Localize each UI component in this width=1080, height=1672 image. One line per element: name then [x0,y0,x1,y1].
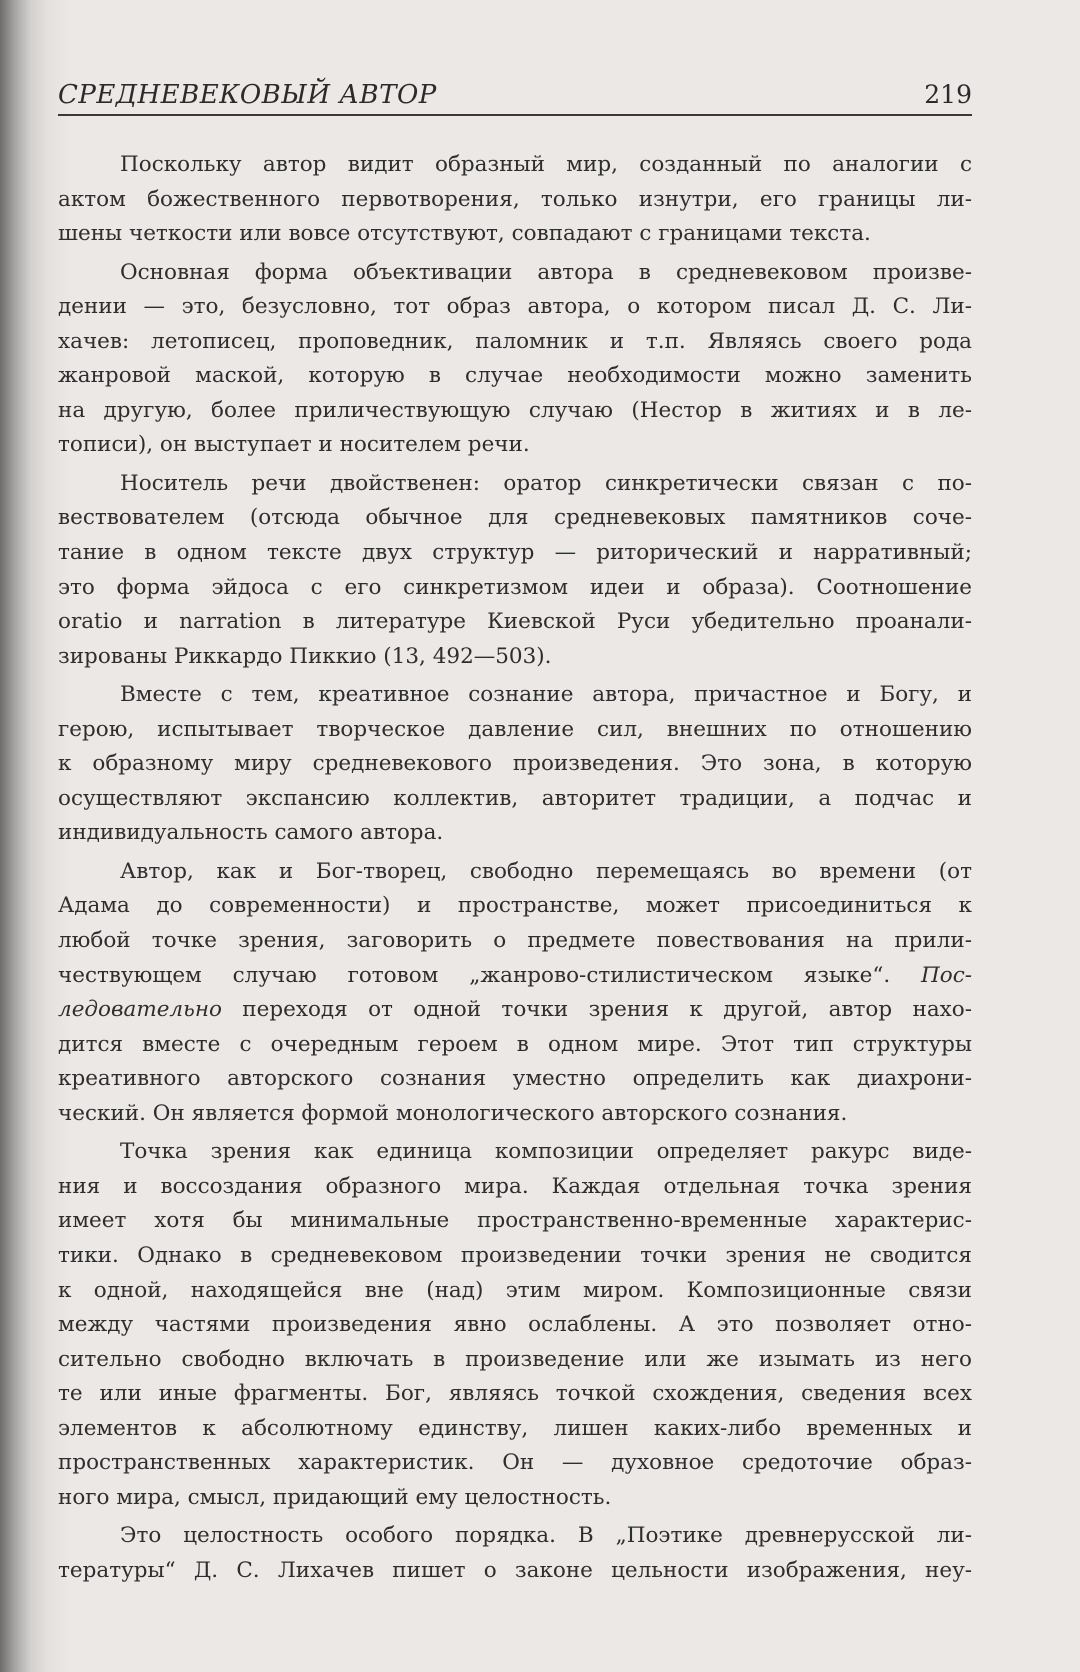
text-line: шены четкости или вовсе отсутствуют, совпадают с границами текста. [58,221,871,247]
text-line: Это целостность особого порядка. В „Поэтике древнерусской ли- [120,1523,972,1549]
text-line: зированы Риккардо Пиккио (13, 492—503). [58,643,552,669]
text-line: Вместе с тем, креативное сознание автора, причастное и Богу, и [120,682,972,708]
text-line: дится вместе с очередным героем в одном мире. Этот тип структуры [58,1031,972,1057]
text-line: чествующем случаю готовом „жанрово-стилистическом языке“. Пос- [58,962,972,988]
text-line: тописи), он выступает и носителем речи. [58,432,530,458]
section-title: СРЕДНЕВЕКОВЫЙ АВТОР [58,80,437,110]
text-line: дении — это, безусловно, тот образ автора, о котором писал Д. С. Ли- [58,294,972,320]
text-line: креативного авторского сознания уместно определить как диахрони- [58,1066,972,1092]
text-line: это форма эйдоса с его синкретизмом идеи и образа). Соотношение [58,574,972,600]
paragraph-2 [58,256,972,463]
text-line: герою, испытывает творческое давление сил, внешних по отношению [58,716,972,742]
text-line: Носитель речи двойственен: оратор синкретически связан с по- [120,470,972,496]
text-line: oratio и narration в литературе Киевской Руси убедительно проанали- [58,609,972,635]
text-line: на другую, более приличествующую случаю (Нестор в житиях и в ле- [58,397,972,423]
text-line: к одной, находящейся вне (над) этим миром. Композиционные связи [58,1277,972,1303]
text-line: элементов к абсолютному единству, лишен каких-либо временных и [58,1415,972,1441]
text-line: тики. Однако в средневековом произведении точки зрения не сводится [58,1242,972,1268]
text-line: актом божественного первотворения, только изнутри, его границы ли- [58,186,972,212]
text-line: осуществляют экспансию коллектив, авторитет традиции, а подчас и [58,785,972,811]
paragraph-5 [58,855,972,1131]
text-line: вествователем (отсюда обычное для средневековых памятников соче- [58,505,972,531]
text-line: Основная форма объективации автора в средневековом произве- [120,259,972,285]
text-line: к образному миру средневекового произведения. Это зона, в которую [58,751,972,777]
paragraph-3 [58,467,972,674]
page-number: 219 [924,80,972,109]
italic-emphasis: ледовательно [58,997,222,1023]
italic-emphasis: Пос- [921,962,972,988]
running-header [58,76,972,116]
text-line: хачев: летописец, проповедник, паломник и т.п. Являясь своего рода [58,328,972,354]
text-line: сительно свободно включать в произведение или же изымать из него [58,1346,972,1372]
text-body [58,148,972,1588]
text-line: жанровой маской, которую в случае необходимости можно заменить [58,363,972,389]
text-line: тературы“ Д. С. Лихачев пишет о законе цельности изображения, неу- [58,1557,972,1583]
paragraph-6 [58,1135,972,1515]
text-line: между частями произведения явно ослаблены. А это позволяет отно- [58,1312,972,1338]
text-line: ного мира, смысл, придающий ему целостность. [58,1484,612,1510]
text-line: имеет хотя бы минимальные пространственно-временные характерис- [58,1208,972,1234]
paragraph-7 [58,1519,972,1588]
text-line: ческий. Он является формой монологического авторского сознания. [58,1100,848,1126]
text-line: Автор, как и Бог-творец, свободно перемещаясь во времени (от [120,858,972,884]
text-line: те или иные фрагменты. Бог, являясь точкой схождения, сведения всех [58,1381,972,1407]
text-line: пространственных характеристик. Он — духовное средоточие образ- [58,1450,972,1476]
paragraph-1 [58,148,972,252]
text-line: любой точке зрения, заговорить о предмете повествования на прили- [58,928,972,954]
text-line: индивидуальность самого автора. [58,820,444,846]
text-line: ния и воссоздания образного мира. Каждая отдельная точка зрения [58,1173,972,1199]
text-line: Точка зрения как единица композиции определяет ракурс виде- [120,1139,972,1165]
text-line: тание в одном тексте двух структур — риторический и нарративный; [58,540,972,566]
text-line: Поскольку автор видит образный мир, созданный по аналогии с [120,152,972,177]
text-line: ледовательно переходя от одной точки зрения к другой, автор нахо- [58,997,972,1023]
text-line: Адама до современности) и пространстве, может присоединиться к [58,893,972,919]
paragraph-4 [58,678,972,851]
